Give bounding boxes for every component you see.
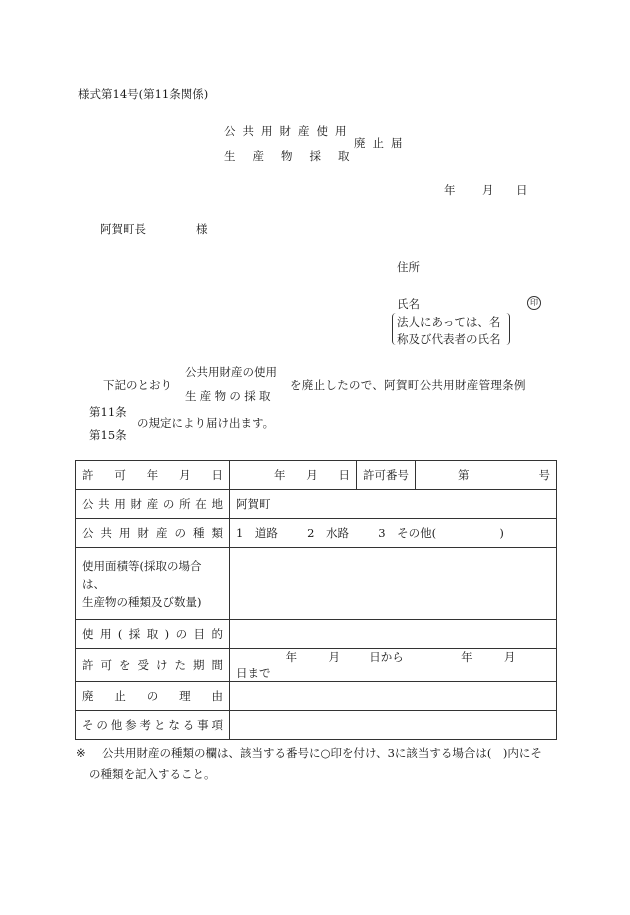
permit-number-dai: 第	[458, 468, 470, 482]
table-row-permit-date	[76, 461, 557, 490]
period-month2: 月	[503, 650, 516, 664]
body-text2: の規定により届け出ます。	[137, 416, 275, 430]
footnote-mark: ※	[76, 746, 86, 760]
location-label: 公共用財産の所在地	[76, 490, 230, 519]
date-month: 月	[482, 183, 494, 197]
period-year2: 年	[461, 650, 473, 664]
name-label: 氏名	[397, 297, 420, 311]
permit-date-value[interactable]	[230, 461, 357, 490]
permit-date-label: 許可年月日	[76, 461, 230, 490]
corp-note-line1: 法人にあっては、名	[397, 315, 501, 329]
period-until: 日まで	[236, 666, 271, 680]
purpose-label: 使用(採取)の目的	[76, 620, 230, 649]
footnote-line2: の種類を記入すること。	[89, 767, 216, 781]
other-label: その他参考となる事項	[76, 711, 230, 740]
title-line2	[224, 148, 367, 164]
purpose-value[interactable]	[230, 620, 557, 649]
permit-number-go: 号	[538, 468, 550, 482]
body-article1: 第11条	[89, 405, 127, 419]
type-option-close: )	[499, 526, 504, 540]
body-option1: 公共用財産の使用	[185, 365, 277, 379]
body-article2: 第15条	[89, 428, 127, 442]
area-label	[76, 548, 230, 620]
period-month1: 月	[328, 650, 340, 664]
footnote-line1: 公共用財産の種類の欄は、該当する番号に○印を付け、3に該当する場合は( )内にそ	[102, 746, 542, 760]
period-value[interactable]	[230, 649, 557, 682]
seal-mark: 印	[527, 296, 541, 310]
addressee-honorific: 様	[196, 222, 208, 236]
body-option2: 生産物の採取	[185, 389, 274, 403]
date-year: 年	[444, 183, 456, 197]
body-text: を廃止したので、阿賀町公共用財産管理条例	[290, 378, 526, 392]
corp-note-line2: 称及び代表者の氏名	[397, 332, 501, 346]
location-value[interactable]: 阿賀町	[230, 490, 557, 519]
addressee-name: 阿賀町長	[100, 222, 146, 236]
area-label-line1: 使用面積等(採取の場合は、	[82, 558, 202, 591]
table-row-location	[76, 490, 557, 519]
period-year1: 年	[285, 650, 298, 664]
form-table	[75, 460, 557, 740]
table-row-period	[76, 649, 557, 682]
permit-month: 月	[306, 468, 318, 482]
other-value[interactable]	[230, 711, 557, 740]
table-row-type	[76, 519, 557, 548]
title-line2-text: 生産物採取	[224, 149, 367, 163]
body-lead: 下記のとおり	[103, 378, 172, 392]
permit-year: 年	[274, 468, 286, 482]
permit-day: 日	[338, 468, 350, 482]
type-option-other[interactable]: 3 その他(	[378, 526, 437, 540]
period-label: 許可を受けた期間	[76, 649, 230, 682]
permit-number-label: 許可番号	[357, 461, 416, 490]
date-day: 日	[516, 183, 528, 197]
permit-number-value[interactable]	[416, 461, 557, 490]
address-label: 住所	[397, 260, 420, 274]
area-label-line2: 生産物の種類及び数量)	[82, 594, 202, 609]
reason-label: 廃止の理由	[76, 682, 230, 711]
type-option-road[interactable]: 1 道路	[236, 526, 278, 540]
type-option-waterway[interactable]: 2 水路	[307, 526, 349, 540]
title-line1: 公共用財産使用	[224, 124, 354, 138]
title-suffix: 廃止届	[354, 136, 410, 150]
table-row-area	[76, 548, 557, 620]
period-from: 日から	[369, 650, 404, 664]
reason-value[interactable]	[230, 682, 557, 711]
type-label: 公共用財産の種類	[76, 519, 230, 548]
table-row-purpose	[76, 620, 557, 649]
table-row-reason	[76, 682, 557, 711]
table-row-other	[76, 711, 557, 740]
type-options[interactable]	[230, 519, 557, 548]
form-number: 様式第14号(第11条関係)	[78, 87, 209, 101]
area-value[interactable]	[230, 548, 557, 620]
